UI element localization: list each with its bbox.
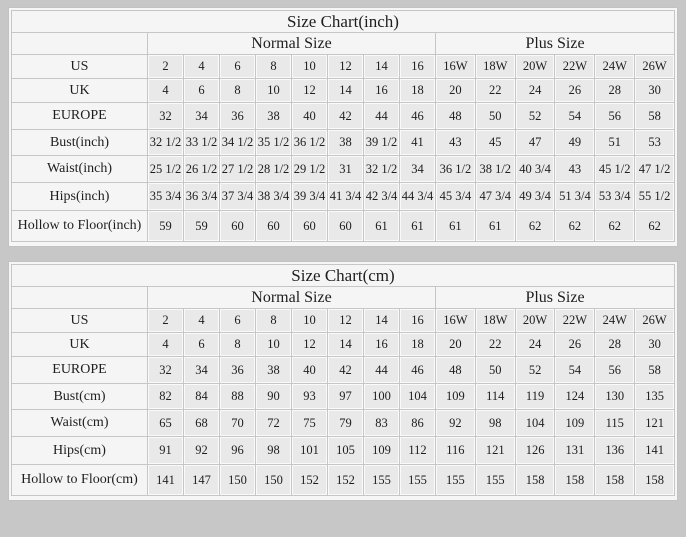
row-label: US bbox=[12, 309, 148, 333]
size-value-cell: 114 bbox=[475, 384, 515, 410]
row-label: UK bbox=[12, 333, 148, 357]
size-value-cell: 32 1/2 bbox=[148, 130, 184, 156]
size-value-cell: 53 bbox=[635, 130, 675, 156]
size-value-cell: 141 bbox=[635, 437, 675, 465]
size-value-cell: 16W bbox=[436, 55, 476, 79]
size-value-cell: 29 1/2 bbox=[292, 156, 328, 183]
size-value-cell: 141 bbox=[148, 465, 184, 496]
size-value-cell: 155 bbox=[364, 465, 400, 496]
size-value-cell: 35 1/2 bbox=[256, 130, 292, 156]
size-value-cell: 46 bbox=[400, 357, 436, 384]
size-value-cell: 36 1/2 bbox=[436, 156, 476, 183]
table-row bbox=[12, 130, 675, 156]
size-value-cell: 14 bbox=[328, 79, 364, 103]
size-value-cell: 79 bbox=[328, 410, 364, 437]
row-label: Bust(inch) bbox=[12, 130, 148, 156]
size-value-cell: 40 bbox=[292, 103, 328, 130]
size-value-cell: 68 bbox=[184, 410, 220, 437]
size-value-cell: 60 bbox=[256, 211, 292, 242]
size-value-cell: 152 bbox=[328, 465, 364, 496]
table-row bbox=[12, 437, 675, 465]
size-value-cell: 84 bbox=[184, 384, 220, 410]
table-row bbox=[12, 183, 675, 211]
size-value-cell: 4 bbox=[148, 333, 184, 357]
size-value-cell: 116 bbox=[436, 437, 476, 465]
size-value-cell: 83 bbox=[364, 410, 400, 437]
table-body bbox=[12, 309, 675, 496]
size-value-cell: 43 bbox=[555, 156, 595, 183]
column-group-row bbox=[12, 287, 675, 309]
size-value-cell: 55 1/2 bbox=[635, 183, 675, 211]
size-value-cell: 62 bbox=[595, 211, 635, 242]
size-value-cell: 30 bbox=[635, 333, 675, 357]
size-value-cell: 115 bbox=[595, 410, 635, 437]
size-value-cell: 38 bbox=[256, 357, 292, 384]
table-body bbox=[12, 55, 675, 242]
size-value-cell: 38 3/4 bbox=[256, 183, 292, 211]
size-value-cell: 124 bbox=[555, 384, 595, 410]
row-label: Bust(cm) bbox=[12, 384, 148, 410]
size-value-cell: 12 bbox=[328, 309, 364, 333]
size-value-cell: 54 bbox=[555, 103, 595, 130]
size-value-cell: 155 bbox=[436, 465, 476, 496]
size-value-cell: 16 bbox=[400, 55, 436, 79]
size-value-cell: 61 bbox=[400, 211, 436, 242]
size-value-cell: 121 bbox=[475, 437, 515, 465]
size-value-cell: 31 bbox=[328, 156, 364, 183]
size-value-cell: 147 bbox=[184, 465, 220, 496]
size-value-cell: 45 bbox=[475, 130, 515, 156]
size-value-cell: 26 bbox=[555, 333, 595, 357]
size-value-cell: 2 bbox=[148, 55, 184, 79]
size-value-cell: 6 bbox=[184, 333, 220, 357]
size-value-cell: 28 bbox=[595, 333, 635, 357]
size-value-cell: 10 bbox=[292, 309, 328, 333]
column-group-row bbox=[12, 33, 675, 55]
size-value-cell: 42 3/4 bbox=[364, 183, 400, 211]
size-value-cell: 16 bbox=[364, 79, 400, 103]
row-label: Hollow to Floor(inch) bbox=[12, 211, 148, 242]
size-value-cell: 22 bbox=[475, 333, 515, 357]
size-value-cell: 14 bbox=[364, 309, 400, 333]
size-value-cell: 24 bbox=[515, 333, 555, 357]
size-value-cell: 62 bbox=[555, 211, 595, 242]
size-value-cell: 82 bbox=[148, 384, 184, 410]
size-value-cell: 126 bbox=[515, 437, 555, 465]
size-value-cell: 10 bbox=[256, 333, 292, 357]
size-value-cell: 131 bbox=[555, 437, 595, 465]
size-value-cell: 40 bbox=[292, 357, 328, 384]
size-value-cell: 150 bbox=[256, 465, 292, 496]
size-value-cell: 50 bbox=[475, 357, 515, 384]
size-value-cell: 88 bbox=[220, 384, 256, 410]
size-value-cell: 18W bbox=[475, 309, 515, 333]
size-value-cell: 60 bbox=[220, 211, 256, 242]
size-chart-cm-table bbox=[11, 264, 675, 496]
row-label: Waist(inch) bbox=[12, 156, 148, 183]
size-value-cell: 48 bbox=[436, 357, 476, 384]
plus-size-header: Plus Size bbox=[436, 287, 675, 309]
size-value-cell: 98 bbox=[256, 437, 292, 465]
size-value-cell: 100 bbox=[364, 384, 400, 410]
size-value-cell: 98 bbox=[475, 410, 515, 437]
size-value-cell: 54 bbox=[555, 357, 595, 384]
size-value-cell: 91 bbox=[148, 437, 184, 465]
size-value-cell: 43 bbox=[436, 130, 476, 156]
size-value-cell: 12 bbox=[292, 79, 328, 103]
size-value-cell: 38 bbox=[328, 130, 364, 156]
size-value-cell: 47 bbox=[515, 130, 555, 156]
size-value-cell: 30 bbox=[635, 79, 675, 103]
table-row bbox=[12, 333, 675, 357]
size-value-cell: 158 bbox=[515, 465, 555, 496]
size-value-cell: 26W bbox=[635, 55, 675, 79]
size-value-cell: 24 bbox=[515, 79, 555, 103]
size-chart-inch-card bbox=[8, 7, 678, 247]
title-row bbox=[12, 11, 675, 33]
size-value-cell: 14 bbox=[364, 55, 400, 79]
size-value-cell: 45 3/4 bbox=[436, 183, 476, 211]
size-value-cell: 10 bbox=[256, 79, 292, 103]
row-label: EUROPE bbox=[12, 357, 148, 384]
size-value-cell: 62 bbox=[515, 211, 555, 242]
size-value-cell: 24W bbox=[595, 309, 635, 333]
size-value-cell: 104 bbox=[400, 384, 436, 410]
size-value-cell: 61 bbox=[475, 211, 515, 242]
size-value-cell: 34 bbox=[184, 103, 220, 130]
size-value-cell: 58 bbox=[635, 357, 675, 384]
size-value-cell: 28 1/2 bbox=[256, 156, 292, 183]
size-value-cell: 75 bbox=[292, 410, 328, 437]
size-value-cell: 18 bbox=[400, 79, 436, 103]
size-value-cell: 32 bbox=[148, 357, 184, 384]
size-value-cell: 49 3/4 bbox=[515, 183, 555, 211]
size-value-cell: 40 3/4 bbox=[515, 156, 555, 183]
size-value-cell: 16 bbox=[364, 333, 400, 357]
size-value-cell: 136 bbox=[595, 437, 635, 465]
size-value-cell: 26 1/2 bbox=[184, 156, 220, 183]
size-value-cell: 90 bbox=[256, 384, 292, 410]
row-label: UK bbox=[12, 79, 148, 103]
size-value-cell: 36 3/4 bbox=[184, 183, 220, 211]
size-value-cell: 8 bbox=[256, 55, 292, 79]
size-value-cell: 32 1/2 bbox=[364, 156, 400, 183]
size-value-cell: 155 bbox=[400, 465, 436, 496]
size-value-cell: 34 bbox=[400, 156, 436, 183]
size-value-cell: 34 bbox=[184, 357, 220, 384]
size-value-cell: 59 bbox=[148, 211, 184, 242]
size-value-cell: 97 bbox=[328, 384, 364, 410]
size-value-cell: 41 3/4 bbox=[328, 183, 364, 211]
size-value-cell: 22W bbox=[555, 55, 595, 79]
table-row bbox=[12, 357, 675, 384]
size-value-cell: 105 bbox=[328, 437, 364, 465]
size-value-cell: 18 bbox=[400, 333, 436, 357]
size-value-cell: 26 bbox=[555, 79, 595, 103]
size-value-cell: 62 bbox=[635, 211, 675, 242]
size-chart-cm-card bbox=[8, 261, 678, 501]
size-value-cell: 44 3/4 bbox=[400, 183, 436, 211]
table-row bbox=[12, 384, 675, 410]
size-value-cell: 121 bbox=[635, 410, 675, 437]
size-value-cell: 36 1/2 bbox=[292, 130, 328, 156]
size-value-cell: 20 bbox=[436, 79, 476, 103]
size-value-cell: 51 3/4 bbox=[555, 183, 595, 211]
size-value-cell: 28 bbox=[595, 79, 635, 103]
table-row bbox=[12, 211, 675, 242]
size-value-cell: 49 bbox=[555, 130, 595, 156]
size-value-cell: 33 1/2 bbox=[184, 130, 220, 156]
size-value-cell: 46 bbox=[400, 103, 436, 130]
normal-size-header: Normal Size bbox=[148, 33, 436, 55]
size-value-cell: 20 bbox=[436, 333, 476, 357]
row-label: Hollow to Floor(cm) bbox=[12, 465, 148, 496]
size-value-cell: 65 bbox=[148, 410, 184, 437]
size-chart-inch-table bbox=[11, 10, 675, 242]
size-value-cell: 119 bbox=[515, 384, 555, 410]
size-value-cell: 60 bbox=[292, 211, 328, 242]
size-value-cell: 36 bbox=[220, 103, 256, 130]
size-value-cell: 37 3/4 bbox=[220, 183, 256, 211]
size-value-cell: 8 bbox=[220, 333, 256, 357]
size-value-cell: 93 bbox=[292, 384, 328, 410]
size-value-cell: 61 bbox=[364, 211, 400, 242]
corner-cell bbox=[12, 33, 148, 55]
size-value-cell: 101 bbox=[292, 437, 328, 465]
table-row bbox=[12, 465, 675, 496]
size-value-cell: 41 bbox=[400, 130, 436, 156]
size-value-cell: 150 bbox=[220, 465, 256, 496]
table-row bbox=[12, 55, 675, 79]
size-value-cell: 20W bbox=[515, 55, 555, 79]
size-value-cell: 42 bbox=[328, 103, 364, 130]
table-row bbox=[12, 309, 675, 333]
size-value-cell: 50 bbox=[475, 103, 515, 130]
row-label: Waist(cm) bbox=[12, 410, 148, 437]
normal-size-header: Normal Size bbox=[148, 287, 436, 309]
size-value-cell: 34 1/2 bbox=[220, 130, 256, 156]
size-value-cell: 38 bbox=[256, 103, 292, 130]
size-value-cell: 32 bbox=[148, 103, 184, 130]
size-value-cell: 8 bbox=[220, 79, 256, 103]
size-value-cell: 8 bbox=[256, 309, 292, 333]
size-value-cell: 44 bbox=[364, 357, 400, 384]
size-value-cell: 27 1/2 bbox=[220, 156, 256, 183]
size-value-cell: 104 bbox=[515, 410, 555, 437]
size-value-cell: 72 bbox=[256, 410, 292, 437]
size-value-cell: 52 bbox=[515, 357, 555, 384]
size-value-cell: 59 bbox=[184, 211, 220, 242]
table-row bbox=[12, 156, 675, 183]
size-value-cell: 45 1/2 bbox=[595, 156, 635, 183]
size-value-cell: 39 1/2 bbox=[364, 130, 400, 156]
row-label: Hips(inch) bbox=[12, 183, 148, 211]
row-label: US bbox=[12, 55, 148, 79]
size-value-cell: 24W bbox=[595, 55, 635, 79]
size-value-cell: 47 3/4 bbox=[475, 183, 515, 211]
size-value-cell: 52 bbox=[515, 103, 555, 130]
title-row bbox=[12, 265, 675, 287]
size-value-cell: 10 bbox=[292, 55, 328, 79]
size-value-cell: 58 bbox=[635, 103, 675, 130]
size-value-cell: 6 bbox=[220, 309, 256, 333]
size-value-cell: 38 1/2 bbox=[475, 156, 515, 183]
size-value-cell: 96 bbox=[220, 437, 256, 465]
size-chart-page bbox=[0, 7, 686, 501]
size-value-cell: 35 3/4 bbox=[148, 183, 184, 211]
size-value-cell: 44 bbox=[364, 103, 400, 130]
corner-cell bbox=[12, 287, 148, 309]
size-value-cell: 158 bbox=[595, 465, 635, 496]
size-value-cell: 112 bbox=[400, 437, 436, 465]
size-value-cell: 158 bbox=[635, 465, 675, 496]
size-value-cell: 22W bbox=[555, 309, 595, 333]
size-value-cell: 56 bbox=[595, 357, 635, 384]
size-value-cell: 20W bbox=[515, 309, 555, 333]
size-value-cell: 4 bbox=[184, 309, 220, 333]
size-value-cell: 16W bbox=[436, 309, 476, 333]
size-value-cell: 51 bbox=[595, 130, 635, 156]
size-value-cell: 18W bbox=[475, 55, 515, 79]
size-value-cell: 14 bbox=[328, 333, 364, 357]
size-value-cell: 4 bbox=[184, 55, 220, 79]
size-value-cell: 109 bbox=[364, 437, 400, 465]
size-value-cell: 42 bbox=[328, 357, 364, 384]
size-value-cell: 86 bbox=[400, 410, 436, 437]
row-label: EUROPE bbox=[12, 103, 148, 130]
size-value-cell: 25 1/2 bbox=[148, 156, 184, 183]
size-value-cell: 92 bbox=[184, 437, 220, 465]
table-row bbox=[12, 410, 675, 437]
size-value-cell: 6 bbox=[220, 55, 256, 79]
size-value-cell: 158 bbox=[555, 465, 595, 496]
size-value-cell: 155 bbox=[475, 465, 515, 496]
size-value-cell: 56 bbox=[595, 103, 635, 130]
size-value-cell: 12 bbox=[328, 55, 364, 79]
size-value-cell: 60 bbox=[328, 211, 364, 242]
size-value-cell: 53 3/4 bbox=[595, 183, 635, 211]
size-value-cell: 135 bbox=[635, 384, 675, 410]
size-value-cell: 152 bbox=[292, 465, 328, 496]
size-value-cell: 109 bbox=[555, 410, 595, 437]
size-value-cell: 22 bbox=[475, 79, 515, 103]
size-value-cell: 12 bbox=[292, 333, 328, 357]
size-value-cell: 26W bbox=[635, 309, 675, 333]
size-value-cell: 2 bbox=[148, 309, 184, 333]
size-value-cell: 36 bbox=[220, 357, 256, 384]
row-label: Hips(cm) bbox=[12, 437, 148, 465]
size-value-cell: 109 bbox=[436, 384, 476, 410]
size-value-cell: 47 1/2 bbox=[635, 156, 675, 183]
size-value-cell: 4 bbox=[148, 79, 184, 103]
table-row bbox=[12, 79, 675, 103]
size-value-cell: 48 bbox=[436, 103, 476, 130]
size-value-cell: 6 bbox=[184, 79, 220, 103]
plus-size-header: Plus Size bbox=[436, 33, 675, 55]
size-value-cell: 39 3/4 bbox=[292, 183, 328, 211]
size-value-cell: 70 bbox=[220, 410, 256, 437]
table-title: Size Chart(inch) bbox=[12, 11, 675, 33]
size-value-cell: 16 bbox=[400, 309, 436, 333]
table-title: Size Chart(cm) bbox=[12, 265, 675, 287]
table-row bbox=[12, 103, 675, 130]
size-value-cell: 61 bbox=[436, 211, 476, 242]
size-value-cell: 92 bbox=[436, 410, 476, 437]
size-value-cell: 130 bbox=[595, 384, 635, 410]
